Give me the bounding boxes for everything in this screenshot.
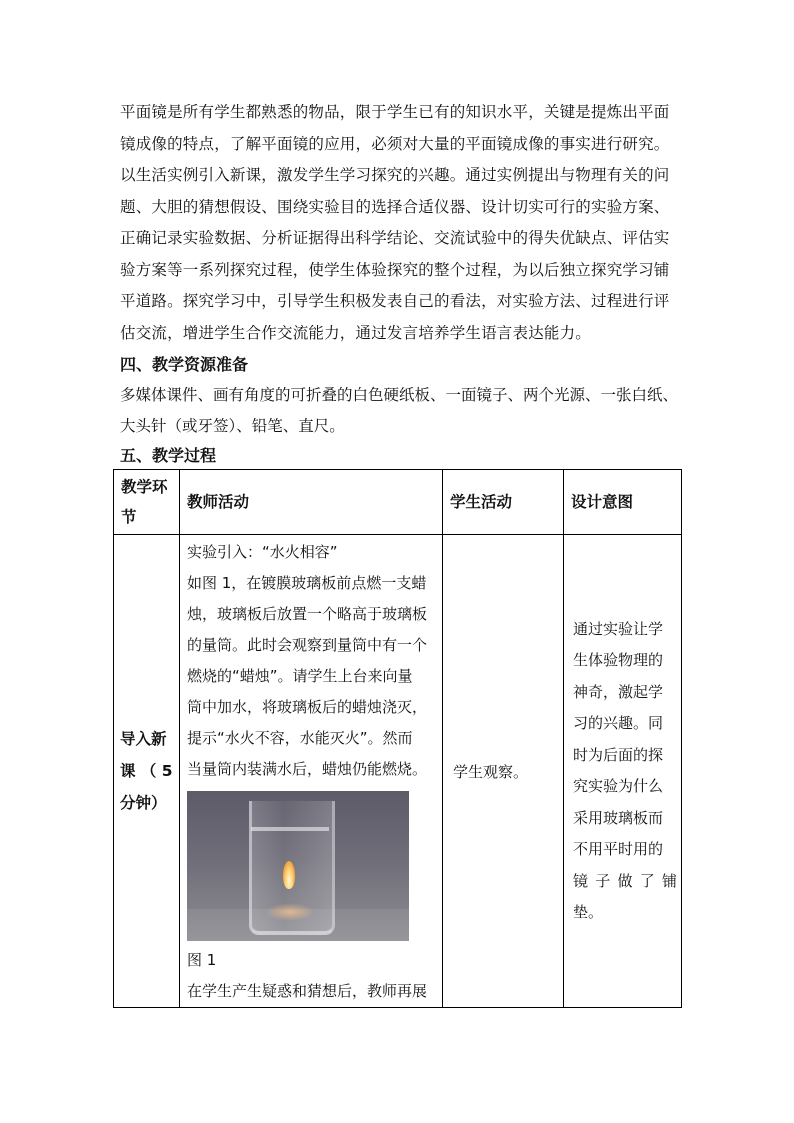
figure-caption: 图 1 <box>187 951 217 969</box>
stage-line: 课 （ 5 <box>120 762 173 780</box>
header-teacher-label: 教师活动 <box>187 493 250 511</box>
teacher-line: 如图 1，在镀膜玻璃板前点燃一支蜡 <box>187 574 427 592</box>
figure-candle-photo <box>187 791 409 941</box>
design-line: 神奇，激起学 <box>573 682 664 701</box>
header-student-label: 学生活动 <box>450 493 513 511</box>
student-activity-cell <box>443 535 564 1008</box>
text-line: 估交流，增进学生合作交流能力，通过发言培养学生语言表达能力。 <box>120 323 592 342</box>
teacher-line: 提示“水火不容，水能灭火”。然而 <box>187 729 413 747</box>
resources-line: 大头针（或牙签）、铅笔、直尺。 <box>120 417 345 435</box>
text-line: 平面镜是所有学生都熟悉的物品，限于学生已有的知识水平，关键是提炼出平面 <box>120 103 670 121</box>
header-stage-line: 教学环 <box>121 478 168 496</box>
text-line: 镜成像的特点，了解平面镜的应用，必须对大量的平面镜成像的事实进行研究。 <box>120 134 670 153</box>
header-design <box>564 470 682 535</box>
design-line: 通过实验让学 <box>573 619 664 638</box>
design-line: 究实验为什么 <box>573 777 664 795</box>
design-intent-cell <box>564 535 682 1008</box>
section-heading-process: 五、教学过程 <box>120 446 217 465</box>
teacher-line: 实验引入：“水火相容” <box>187 543 338 561</box>
teacher-line: 筒中加水，将玻璃板后的蜡烛浇灭， <box>187 698 428 716</box>
teacher-line: 当量筒内装满水后，蜡烛仍能燃烧。 <box>187 760 428 778</box>
resources-line: 多媒体课件、画有角度的可折叠的白色硬纸板、一面镜子、两个光源、一张白纸、 <box>120 386 679 404</box>
text-line: 验方案等一系列探究过程，使学生体验探究的整个过程，为以后独立探究学习铺 <box>120 260 670 279</box>
teacher-activity-cell <box>180 535 443 1008</box>
table-header-row <box>114 470 682 535</box>
section-heading-resources: 四、教学资源准备 <box>120 355 249 374</box>
table-row <box>114 535 682 1008</box>
stage-cell <box>114 535 180 1008</box>
design-line: 习的兴趣。同 <box>573 714 664 732</box>
header-student <box>443 470 564 535</box>
intro-paragraph <box>120 97 680 349</box>
teacher-line: 燃烧的“蜡烛”。请学生上台来向量 <box>187 667 413 685</box>
text-line: 正确记录实验数据、分析证据得出科学结论、交流试验中的得失优缺点、评估实 <box>120 229 670 247</box>
teacher-line: 烛，玻璃板后放置一个略高于玻璃板 <box>187 605 428 623</box>
design-line: 时为后面的探 <box>573 745 664 764</box>
header-stage <box>114 470 180 535</box>
text-line: 以生活实例引入新课，激发学生学习探究的兴趣。通过实例提出与物理有关的问 <box>120 166 670 184</box>
header-teacher <box>180 470 443 535</box>
design-line: 镜子做了铺垫。 <box>573 871 677 921</box>
student-activity-text: 学生观察。 <box>453 762 529 781</box>
text-line: 平道路。探究学习中，引导学生积极发表自己的看法，对实验方法、过程进行评 <box>120 292 670 310</box>
header-stage-line: 节 <box>121 508 137 526</box>
design-line: 不用平时用的 <box>573 840 664 858</box>
text-line: 题、大胆的猜想假设、围绕实验目的选择合适仪器、设计切实可行的实验方案、 <box>120 197 670 216</box>
stage-line: 分钟） <box>120 794 167 812</box>
design-line: 生体验物理的 <box>573 651 664 669</box>
header-design-label: 设计意图 <box>571 493 634 511</box>
design-line: 采用玻璃板而 <box>573 808 664 827</box>
teacher-line: 在学生产生疑惑和猜想后，教师再展 <box>187 982 428 1000</box>
teacher-line: 的量筒。此时会观察到量筒中有一个 <box>187 636 428 654</box>
teaching-process-table <box>113 469 682 1008</box>
candle-flame <box>283 861 295 889</box>
stage-line: 导入新 <box>120 730 167 748</box>
